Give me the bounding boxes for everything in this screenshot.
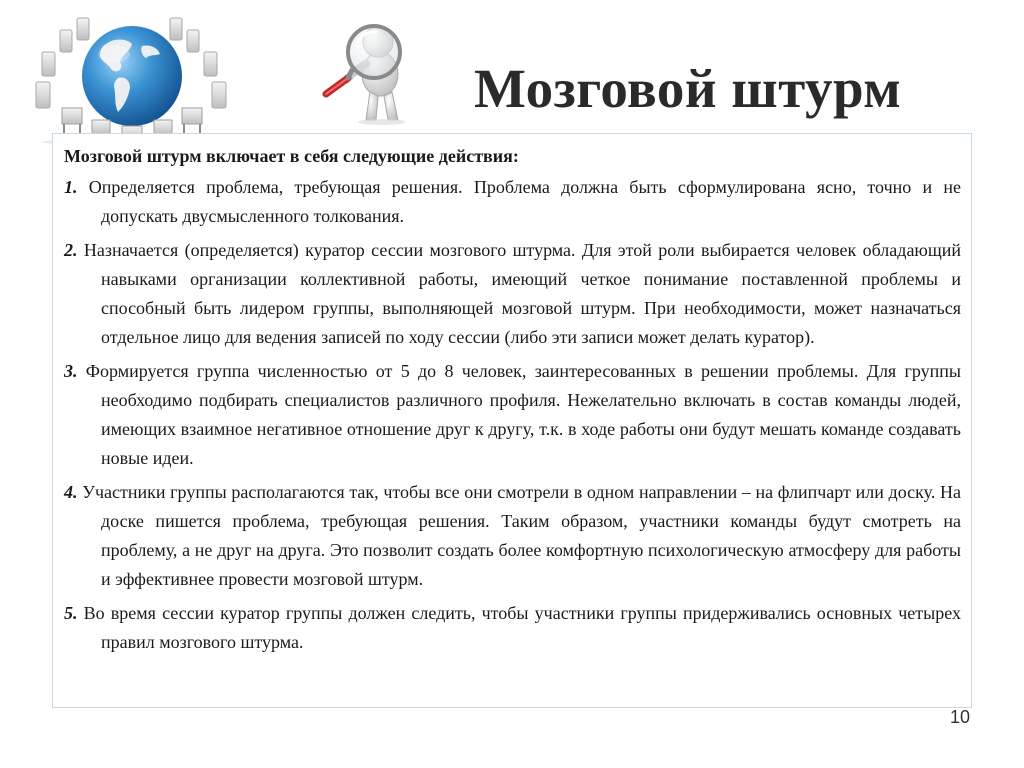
item-text: Участники группы располагаются так, чтобы все они смотрели в одном направлении – на флипчарт или доску. На доске пишется проблема, требующая решения. Таким образом, участники команды будут смотреть на проблему, а не друг на друга. Это позволит создать более комфортную психологическую атмосферу для работы и эффективнее провести мозговой штурм. (82, 482, 961, 589)
list-item (64, 173, 961, 231)
item-number: 2. (64, 240, 78, 260)
globe-with-chairs-icon (22, 8, 242, 148)
item-text: Назначается (определяется) куратор сессии мозгового штурма. Для этой роли выбирается человек обладающий навыками организации коллективной работы, имеющий четкое понимание поставленной проблемы и способный быть лидером группы, выполняющей мозговой штурм. При необходимости, может назначаться отдельное лицо для ведения записей по ходу сессии (либо эти записи может делать куратор). (83, 240, 961, 347)
list-item (64, 357, 961, 473)
content-box (52, 133, 972, 708)
list-item (64, 599, 961, 657)
item-number: 5. (64, 603, 78, 623)
person-with-magnifier-icon (318, 16, 428, 128)
item-number: 4. (64, 482, 78, 502)
item-text: Определяется проблема, требующая решения. Проблема должна быть сформулирована ясно, точно и не допускать двусмысленного толкования. (88, 177, 962, 226)
page-number: 10 (949, 707, 970, 727)
item-text: Во время сессии куратор группы должен следить, чтобы участники группы придерживались основных четырех правил мозгового штурма. (83, 603, 961, 652)
intro-text: Мозговой штурм включает в себя следующие действия: (64, 146, 519, 166)
list-item (64, 236, 961, 352)
item-number: 3. (64, 361, 78, 381)
item-number: 1. (64, 177, 78, 197)
item-text: Формируется группа численностью от 5 до 8 человек, заинтересованных в решении проблемы. Для группы необходимо подбирать специалистов различного профиля. Нежелательно включать в состав команды людей, имеющих взаимное негативное отношение друг к другу, т.к. в ходе работы они будут мешать команде создавать новые идеи. (85, 361, 962, 468)
list-item (64, 478, 961, 594)
slide-title: Мозговой штурм (474, 58, 902, 119)
